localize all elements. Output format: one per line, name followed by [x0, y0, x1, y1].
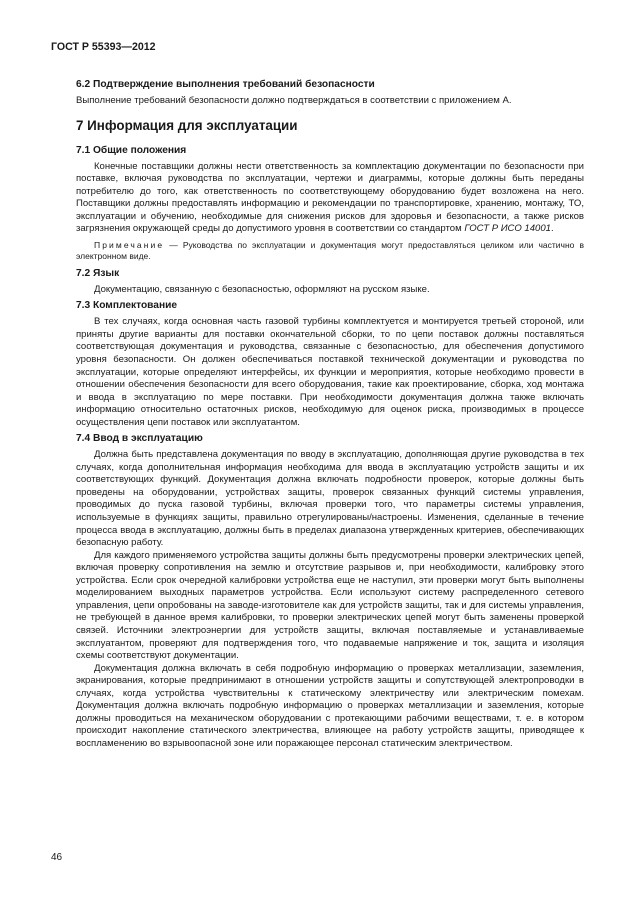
paragraph-7-2: Документацию, связанную с безопасностью, оформляют на русском языке.: [94, 283, 430, 295]
paragraph-7-1: [76, 161, 584, 236]
heading-7: 7 Информация для эксплуатации: [76, 117, 298, 133]
heading-7-2: 7.2 Язык: [76, 267, 120, 279]
heading-7-4: 7.4 Ввод в эксплуатацию: [76, 433, 203, 445]
document-header: ГОСТ Р 55393—2012: [51, 41, 156, 53]
standard-reference: ГОСТ Р ИСО 14001: [464, 223, 551, 235]
paragraph-7-1-text: Конечные поставщики должны нести ответственность за комплектацию документации по безопасности при поставке, включая руководства по эксплуатации, чертежи и диаграммы, которые должны быть переданы потребителю до того, как ответственность по соответствующему оборудованию будет возложена на него. Поставщики должны предоставлять информацию и рекомендации по транспортировке, хранению, монтажу, ТО, эксплуатации и обучению, необходимые для снижения рисков для здоровья и безопасности, а также рисков загрязнения окружающей среды до допустимого уровня в соответствии со стандартом: [76, 160, 584, 235]
paragraph-7-4-3: Документация должна включать в себя подробную информацию о проверках металлизации, заземления, экранирования, которые предпринимают в отношении устройств защиты и сопутствующей электропроводки в случаях, когда устройства чувствительны к статическому электричеству или электрическим помехам. Документация должна включать подробную информацию о проверках металлизации и заземления, которые должны проводиться на механическом оборудовании с протекающими рабочими веществами, т. е. в котором происходит накопление статического электричества, влияющее на работу устройств защиты, приводящее к воспламенению во взрывоопасной зоне или поражающее персонал статическим электричеством.: [76, 662, 584, 749]
heading-7-3: 7.3 Комплектование: [76, 300, 178, 312]
paragraph-6-2: Выполнение требований безопасности должно подтверждаться в соответствии с приложением А.: [76, 95, 512, 106]
note-label: Примечание: [94, 239, 165, 250]
note-text: — Руководства по эксплуатации и документация могут предоставляться целиком или частично в электронном виде.: [76, 239, 584, 262]
heading-7-1: 7.1 Общие положения: [76, 144, 187, 156]
paragraph-7-1-end: .: [550, 223, 554, 235]
heading-6-2: 6.2 Подтверждение выполнения требований безопасности: [76, 79, 375, 90]
note-7-1: [76, 240, 584, 263]
paragraph-7-3: В тех случаях, когда основная часть газовой турбины комплектуется и монтируется третьей стороной, или приняты другие варианты для поставки окончательной сборки, то по цепи поставок должны поставляться соответствующая документация и руководства, связанные с безопасностью, для обеспечения допустимого уровня безопасности. Он должен обеспечиваться поставкой технической документации и руководства по эксплуатации, которые определяют интерфейсы, их функции и мероприятия, которые необходимо провести в отношении обеспечения безопасности для всего оборудования, такие как проектирование, сборка, ход монтажа и ввода в эксплуатацию по мере поставки. При необходимости документация должна также включать информацию относительно остаточных рисков, необходимую для оценок риска, производимых в процессе осуществления цепи поставок или эксплуатантом.: [76, 316, 584, 428]
paragraph-7-4-1: Должна быть представлена документация по вводу в эксплуатацию, дополняющая другие руководства в тех случаях, когда дополнительная информация необходима для ввода в эксплуатацию устройств защиты и их соответствующих функций. Документация должна включать подробности проверок, которые должны быть проведены на оборудовании, устройствах защиты, проверок связанных функций системы управления, проводимых до пуска газовой турбины, включая проверки того, что параметры системы управления, используемые в функциях защиты, правильно отрегулированы/настроены. Изменения, сделанные в течение процесса ввода в эксплуатацию, должны быть в пределах диапазона утвержденных критериев, обеспечивающих безопасную работу.: [76, 449, 584, 549]
page-number: 46: [51, 852, 63, 863]
paragraph-7-4-2: Для каждого применяемого устройства защиты должны быть предусмотрены проверки электрических цепей, включая проверку сопротивления на землю и отсутствие разрывов и, при необходимости, калибровку этого устройства. Если срок очередной калибровки устройства еще не наступил, эти проверки могут быть выполнены моделированием выходных параметров устройства. Если используют систему распределенного сетевого управления, цепи опробованы на заводе-изготовителе как для устройств защиты, так и для системы управления, не требующей в данное время калибровки, то проверки электрических цепей могут быть заменены проверкой связей. Источники электроэнергии для устройств защиты, включая поставляемые и устанавливаемые эксплуатантом, проверяют для подтверждения того, что подаваемые напряжение и ток, защита и изоляция схемы соответствуют документации.: [76, 549, 584, 662]
